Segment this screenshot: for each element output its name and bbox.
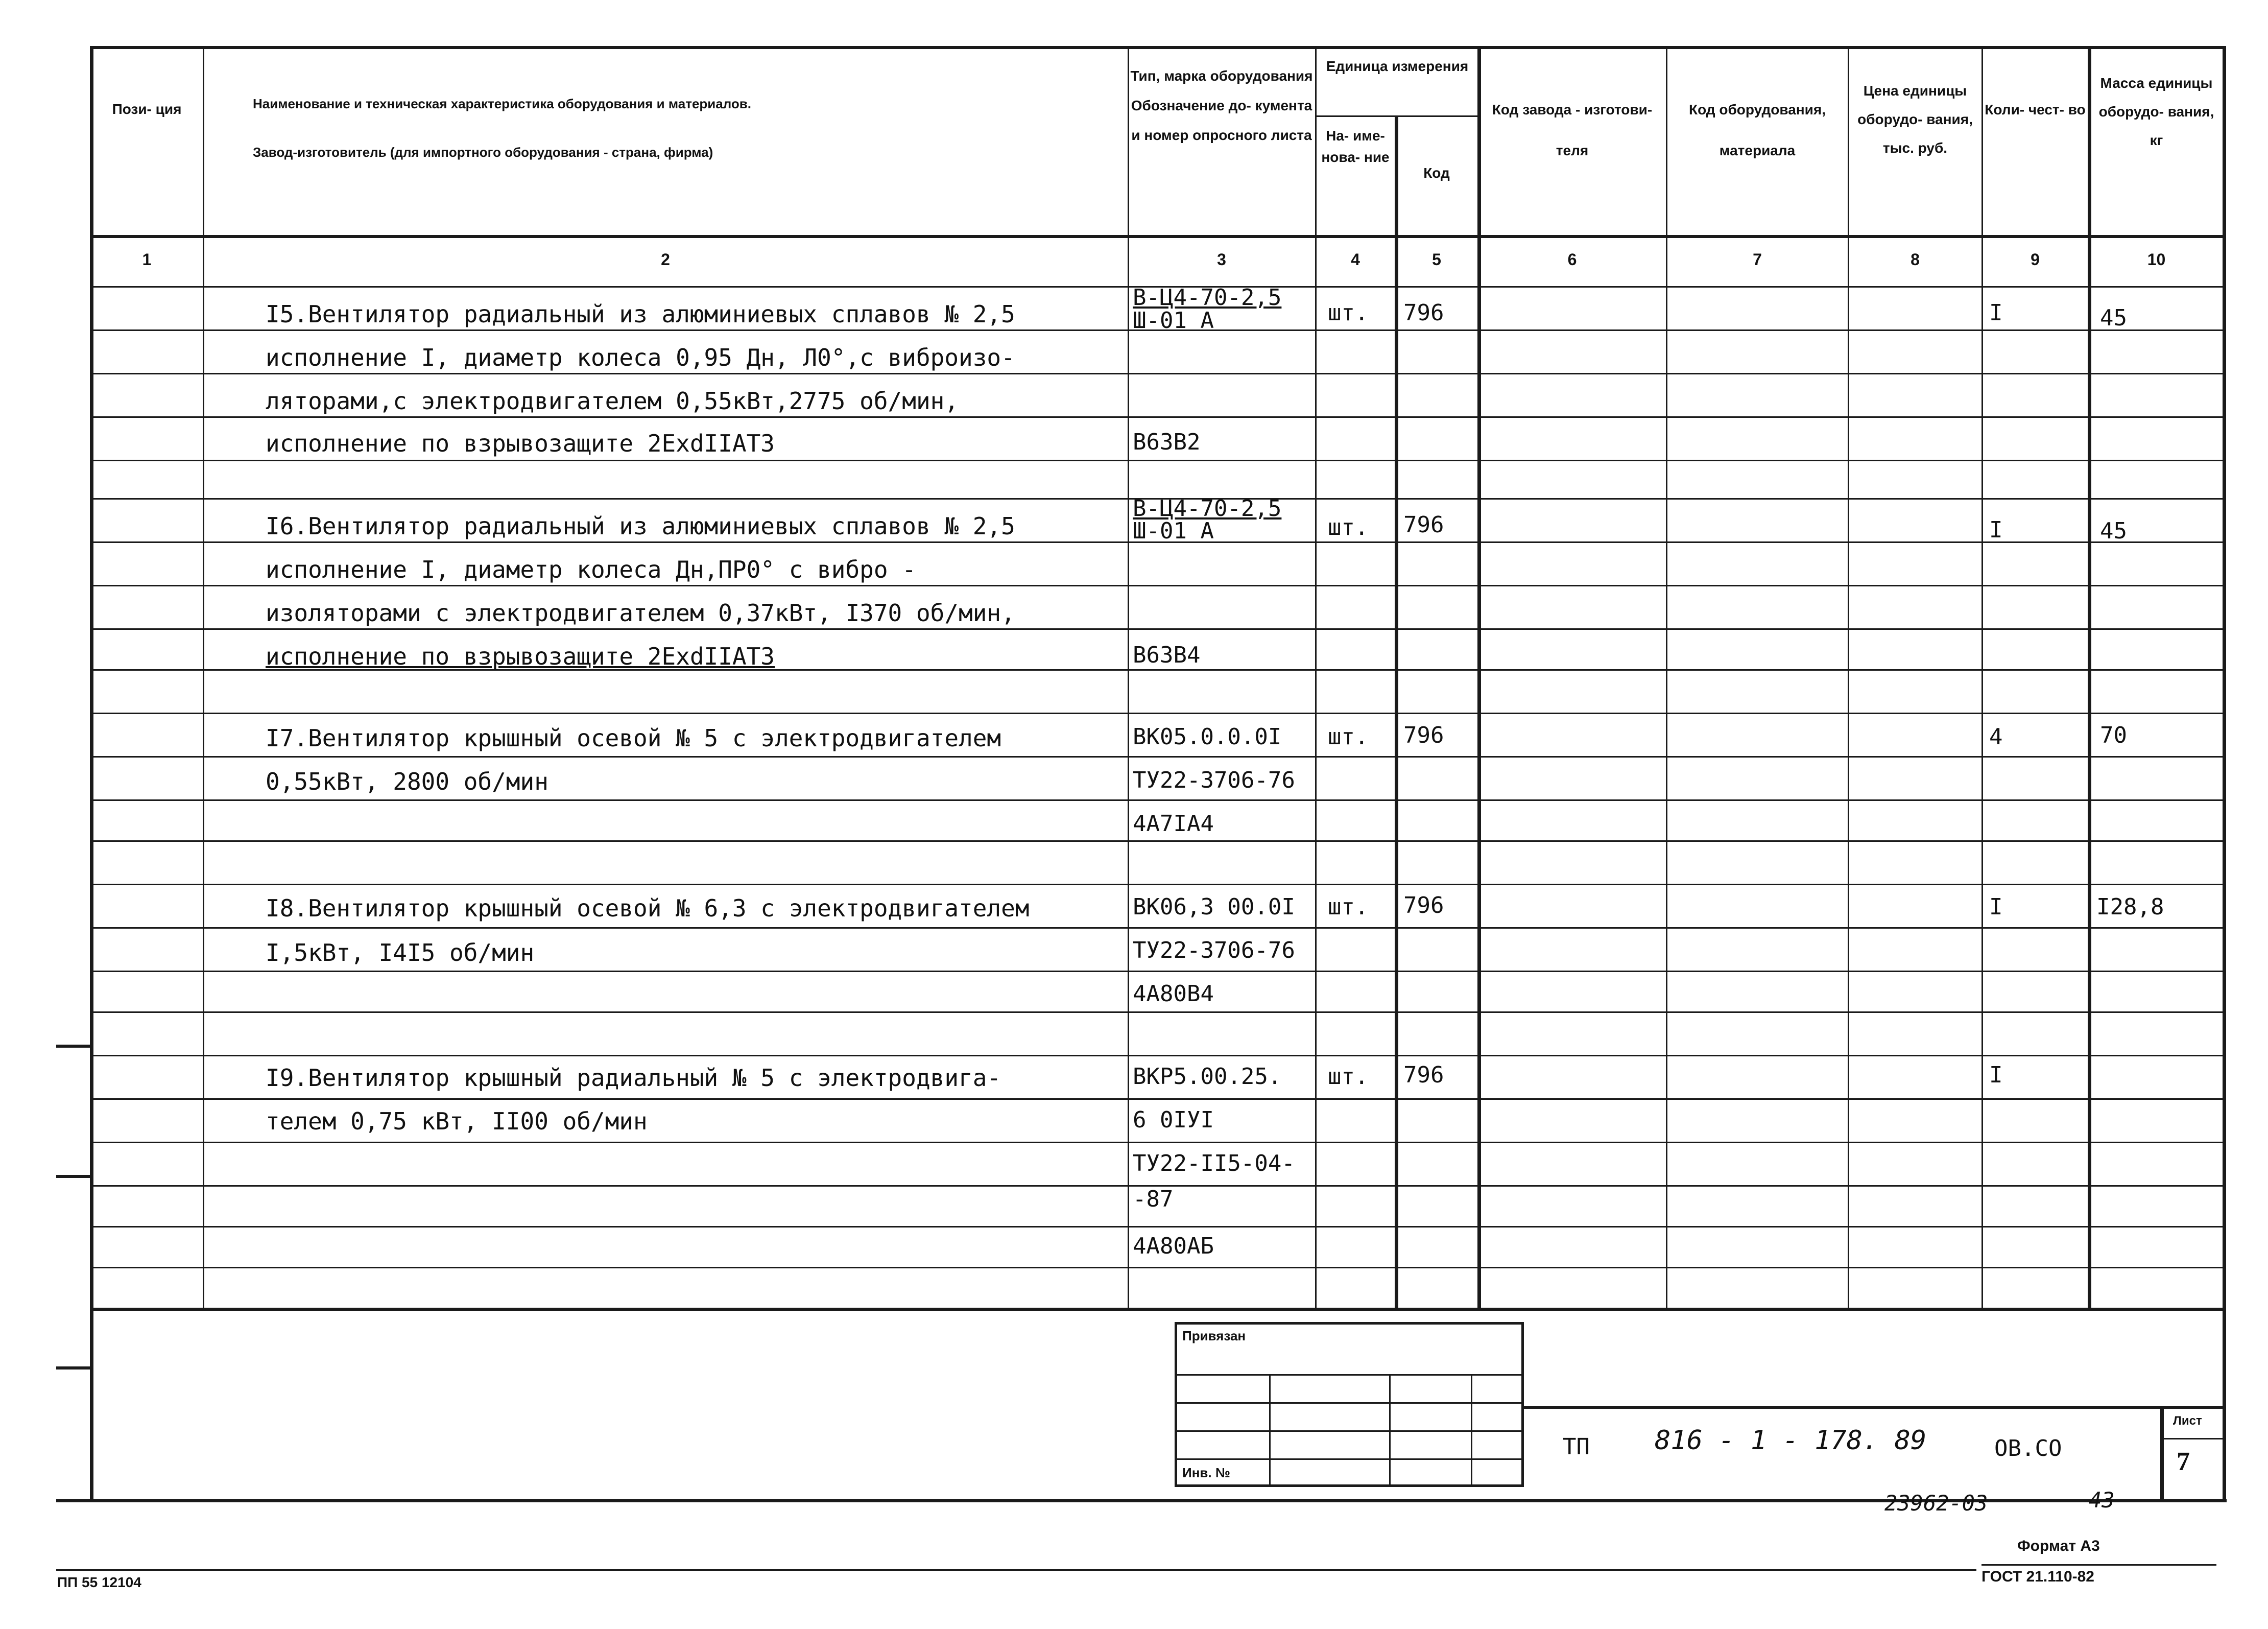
col-number: 7 bbox=[1753, 250, 1762, 269]
margin-tick bbox=[56, 1366, 91, 1370]
grid-line bbox=[90, 1267, 2226, 1268]
col-number: 1 bbox=[142, 250, 152, 269]
privyazan-vline bbox=[1471, 1374, 1472, 1486]
item-16-line3: изоляторами с электродвигателем 0,37кВт, I370 об/мин, bbox=[266, 599, 1015, 627]
item-17-code: 796 bbox=[1403, 722, 1444, 748]
grid-line bbox=[90, 416, 2226, 418]
col-line bbox=[1666, 46, 1667, 1308]
header-type: Тип, марка оборудования Обозначение до- кумента и номер опросного листа bbox=[1130, 68, 1313, 143]
col-line bbox=[1128, 46, 1129, 1308]
col-number: 4 bbox=[1351, 250, 1360, 269]
col-line bbox=[1395, 115, 1398, 1308]
item-19-qty: I bbox=[1989, 1062, 2003, 1088]
privyazan-vline bbox=[1389, 1374, 1391, 1486]
grid-line bbox=[90, 460, 2226, 461]
col-line bbox=[203, 46, 204, 1308]
item-15-line4: исполнение по взрывозащите 2ExdIIAT3 bbox=[266, 430, 775, 457]
header-unit-name: На- име- нова- ние bbox=[1321, 128, 1390, 165]
item-18-line2: I,5кВт, I4I5 об/мин bbox=[266, 939, 535, 966]
item-15-code: 796 bbox=[1403, 300, 1444, 326]
item-16-line2: исполнение I, диаметр колеса Дн,ПР0° с вибро - bbox=[266, 556, 916, 583]
stamp-doc-code: ОВ.СО bbox=[1994, 1435, 2062, 1461]
frame-right-line bbox=[2223, 46, 2226, 1501]
item-18-type-1: ВК06,3 00.0I bbox=[1133, 894, 1295, 920]
header-quantity: Коли- чест- во bbox=[1985, 102, 2086, 117]
sheet-box-divider bbox=[2160, 1438, 2224, 1439]
grid-line bbox=[90, 373, 2226, 374]
item-19-unit: шт. bbox=[1328, 1064, 1369, 1090]
item-15-motor: В63В2 bbox=[1133, 429, 1201, 455]
col-line bbox=[1477, 46, 1481, 1308]
item-17-line2: 0,55кВт, 2800 об/мин bbox=[266, 768, 548, 795]
grid-line bbox=[90, 1142, 2226, 1143]
col-number: 5 bbox=[1432, 250, 1441, 269]
item-19-line2: телем 0,75 кВт, II00 об/мин bbox=[266, 1107, 648, 1135]
item-15-line1: I5.Вентилятор радиальный из алюминиевых сплавов № 2,5 bbox=[266, 300, 1015, 328]
archive-number: 23962-03 bbox=[1884, 1491, 1988, 1516]
col-line bbox=[2088, 46, 2091, 1308]
header-unit-group: Единица измерения bbox=[1326, 58, 1469, 74]
grid-line bbox=[90, 971, 2226, 972]
item-19-type-1: ВКР5.00.25. bbox=[1133, 1064, 1282, 1090]
item-16-unit: шт. bbox=[1328, 514, 1369, 540]
footer-left-code: ПП 55 12104 bbox=[57, 1574, 141, 1590]
stamp-tp: ТП bbox=[1563, 1434, 1590, 1460]
grid-line bbox=[90, 799, 2226, 801]
item-19-type-3: ТУ22-II5-04- bbox=[1133, 1150, 1295, 1176]
sheet-label: Лист bbox=[2173, 1414, 2202, 1428]
col-line bbox=[1315, 46, 1317, 1308]
privyazan-vline bbox=[1269, 1374, 1271, 1486]
item-18-qty: I bbox=[1989, 894, 2003, 920]
margin-tick bbox=[56, 1045, 91, 1048]
item-18-type-2: ТУ22-3706-76 bbox=[1133, 937, 1295, 963]
grid-line bbox=[90, 840, 2226, 842]
header-name-line2: Завод-изготовитель (для импортного оборудования - страна, фирма) bbox=[253, 145, 713, 160]
item-15-line2: исполнение I, диаметр колеса 0,95 Дн, Л0°,с виброизо- bbox=[266, 344, 1015, 371]
item-15-qty: I bbox=[1989, 300, 2003, 326]
grid-line bbox=[90, 884, 2226, 885]
item-17-unit: шт. bbox=[1328, 724, 1369, 750]
stamp-doc-number: 816 - 1 - 178. 89 bbox=[1655, 1425, 1927, 1456]
header-equipment-code: Код оборудования, материала bbox=[1688, 102, 1826, 158]
item-19-code: 796 bbox=[1403, 1062, 1444, 1088]
title-box-top bbox=[1524, 1406, 2225, 1409]
header-price: Цена единицы оборудо- вания, тыс. руб. bbox=[1857, 83, 1973, 156]
footer-line bbox=[56, 1569, 1976, 1571]
grid-line bbox=[90, 756, 2226, 758]
item-18-unit: шт. bbox=[1328, 894, 1369, 920]
grid-line bbox=[90, 713, 2226, 714]
col-number: 2 bbox=[661, 250, 670, 269]
item-17-type-2: ТУ22-3706-76 bbox=[1133, 767, 1295, 793]
item-17-type-1: ВК05.0.0.0I bbox=[1133, 724, 1282, 750]
frame-top-line bbox=[90, 46, 2226, 49]
item-17-line1: I7.Вентилятор крышный осевой № 5 с электродвигателем bbox=[266, 724, 1001, 752]
grid-line bbox=[90, 1098, 2226, 1100]
item-18-line1: I8.Вентилятор крышный осевой № 6,3 с электродвигателем bbox=[266, 894, 1030, 922]
item-19-line1: I9.Вентилятор крышный радиальный № 5 с электродвига- bbox=[266, 1064, 1001, 1092]
grid-line bbox=[90, 628, 2226, 630]
gost-label: ГОСТ 21.110-82 bbox=[1981, 1568, 2094, 1585]
privyazan-label: Привязан bbox=[1182, 1328, 1246, 1343]
item-16-line4: исполнение по взрывозащите 2ExdIIAT3 bbox=[266, 643, 775, 670]
col-number: 3 bbox=[1217, 250, 1226, 269]
item-15-type-bottom: Ш-01 А bbox=[1133, 308, 1214, 334]
format-underline bbox=[1981, 1564, 2216, 1566]
item-16-mass: 45 bbox=[2100, 518, 2127, 544]
header-position: Пози- ция bbox=[112, 101, 182, 117]
table-bottom-line bbox=[90, 1308, 2226, 1311]
item-15-unit: шт. bbox=[1328, 300, 1369, 326]
item-15-type-top: В-Ц4-70-2,5 bbox=[1133, 285, 1282, 311]
item-17-mass: 70 bbox=[2100, 722, 2127, 748]
page-number: 43 bbox=[2089, 1488, 2115, 1513]
col-number: 9 bbox=[2031, 250, 2040, 269]
item-16-motor: В63В4 bbox=[1133, 642, 1201, 668]
grid-line bbox=[90, 1011, 2226, 1013]
col-line bbox=[1848, 46, 1849, 1308]
item-16-type-bottom: Ш-01 А bbox=[1133, 518, 1214, 544]
inv-number-label: Инв. № bbox=[1182, 1465, 1230, 1480]
item-18-code: 796 bbox=[1403, 892, 1444, 918]
item-16-line1: I6.Вентилятор радиальный из алюминиевых сплавов № 2,5 bbox=[266, 512, 1015, 540]
item-17-qty: 4 bbox=[1989, 724, 2003, 750]
item-15-line3: ляторами,с электродвигателем 0,55кВт,2775 об/мин, bbox=[266, 387, 959, 415]
item-18-type-3: 4А80В4 bbox=[1133, 981, 1214, 1007]
sheet-number: 7 bbox=[2177, 1447, 2190, 1476]
grid-line bbox=[90, 927, 2226, 929]
header-name-line1: Наименование и техническая характеристика оборудования и материалов. bbox=[253, 96, 752, 111]
margin-tick bbox=[56, 1175, 91, 1178]
col-number: 8 bbox=[1911, 250, 1920, 269]
sheet-box-line bbox=[2160, 1406, 2164, 1499]
header-unit-code: Код bbox=[1423, 165, 1450, 181]
col-number: 10 bbox=[2147, 250, 2166, 269]
grid-line bbox=[90, 1226, 2226, 1227]
item-17-type-3: 4А7IА4 bbox=[1133, 811, 1214, 837]
item-19-type-2: 6 0IУI bbox=[1133, 1107, 1214, 1133]
item-19-type-5: 4А80АБ bbox=[1133, 1233, 1214, 1259]
grid-line bbox=[90, 1055, 2226, 1056]
header-bottom-line bbox=[90, 235, 2226, 238]
item-16-type-top: В-Ц4-70-2,5 bbox=[1133, 495, 1282, 522]
col-number: 6 bbox=[1567, 250, 1577, 269]
col-line bbox=[1981, 46, 1983, 1308]
item-18-mass: I28,8 bbox=[2096, 894, 2164, 920]
item-15-mass: 45 bbox=[2100, 305, 2127, 331]
header-plant-code: Код завода - изготови- теля bbox=[1492, 102, 1653, 158]
header-mass: Масса единицы оборудо- вания, кг bbox=[2098, 75, 2214, 148]
item-16-code: 796 bbox=[1403, 512, 1444, 538]
grid-line bbox=[90, 585, 2226, 586]
item-16-qty: I bbox=[1989, 517, 2003, 543]
format-label: Формат А3 bbox=[2017, 1538, 2100, 1554]
item-19-type-4: -87 bbox=[1133, 1186, 1174, 1212]
